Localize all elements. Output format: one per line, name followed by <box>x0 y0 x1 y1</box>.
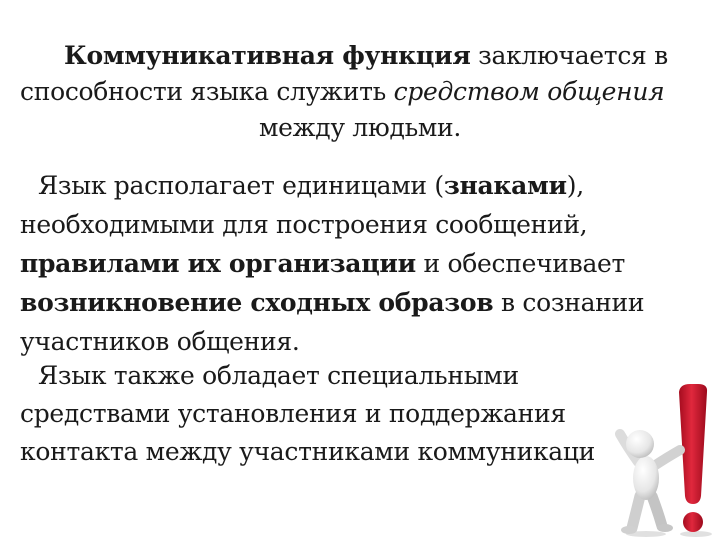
line <box>20 433 595 471</box>
line <box>20 110 700 146</box>
text-fragment: в сознании <box>493 288 645 317</box>
term-signs: знаками <box>443 171 567 200</box>
text-fragment: необходимыми для построения сообщений, <box>20 210 588 239</box>
text-fragment: Язык располагает единицами ( <box>38 171 444 200</box>
text-fragment: и обеспечивает <box>415 249 626 278</box>
text-fragment: Язык также обладает специальными <box>38 361 519 390</box>
term-similar-images: возникновение сходных образов <box>20 288 494 317</box>
line <box>20 357 595 395</box>
paragraph-contact-means <box>20 357 595 471</box>
line <box>20 74 700 110</box>
text-fragment: средствами установления и поддержания <box>20 399 566 428</box>
line <box>20 283 644 322</box>
term-organization-rules: правилами их организации <box>20 249 416 278</box>
line <box>20 395 595 433</box>
paragraph-language-units <box>20 166 644 361</box>
paragraph-communicative-function <box>20 38 700 146</box>
line <box>20 244 644 283</box>
line <box>20 322 644 361</box>
term-communicative-function: Коммуникативная функция <box>64 41 471 70</box>
text-fragment: заключается в <box>470 41 668 70</box>
exclamation-dot <box>683 512 703 532</box>
text-fragment: способности языка служить <box>20 77 394 106</box>
text-fragment: ), <box>566 171 584 200</box>
text-fragment: участников общения. <box>20 327 300 356</box>
person-with-exclamation-mark-icon <box>612 378 720 540</box>
emphasis-means-of-communication: средством общения <box>393 77 665 106</box>
exclamation-bar <box>679 384 707 504</box>
text-fragment: контакта между участниками коммуникаци <box>20 437 596 466</box>
line <box>20 166 644 205</box>
text-fragment: между людьми. <box>258 113 462 142</box>
line <box>20 38 700 74</box>
line <box>20 205 644 244</box>
person-figure <box>620 430 680 534</box>
